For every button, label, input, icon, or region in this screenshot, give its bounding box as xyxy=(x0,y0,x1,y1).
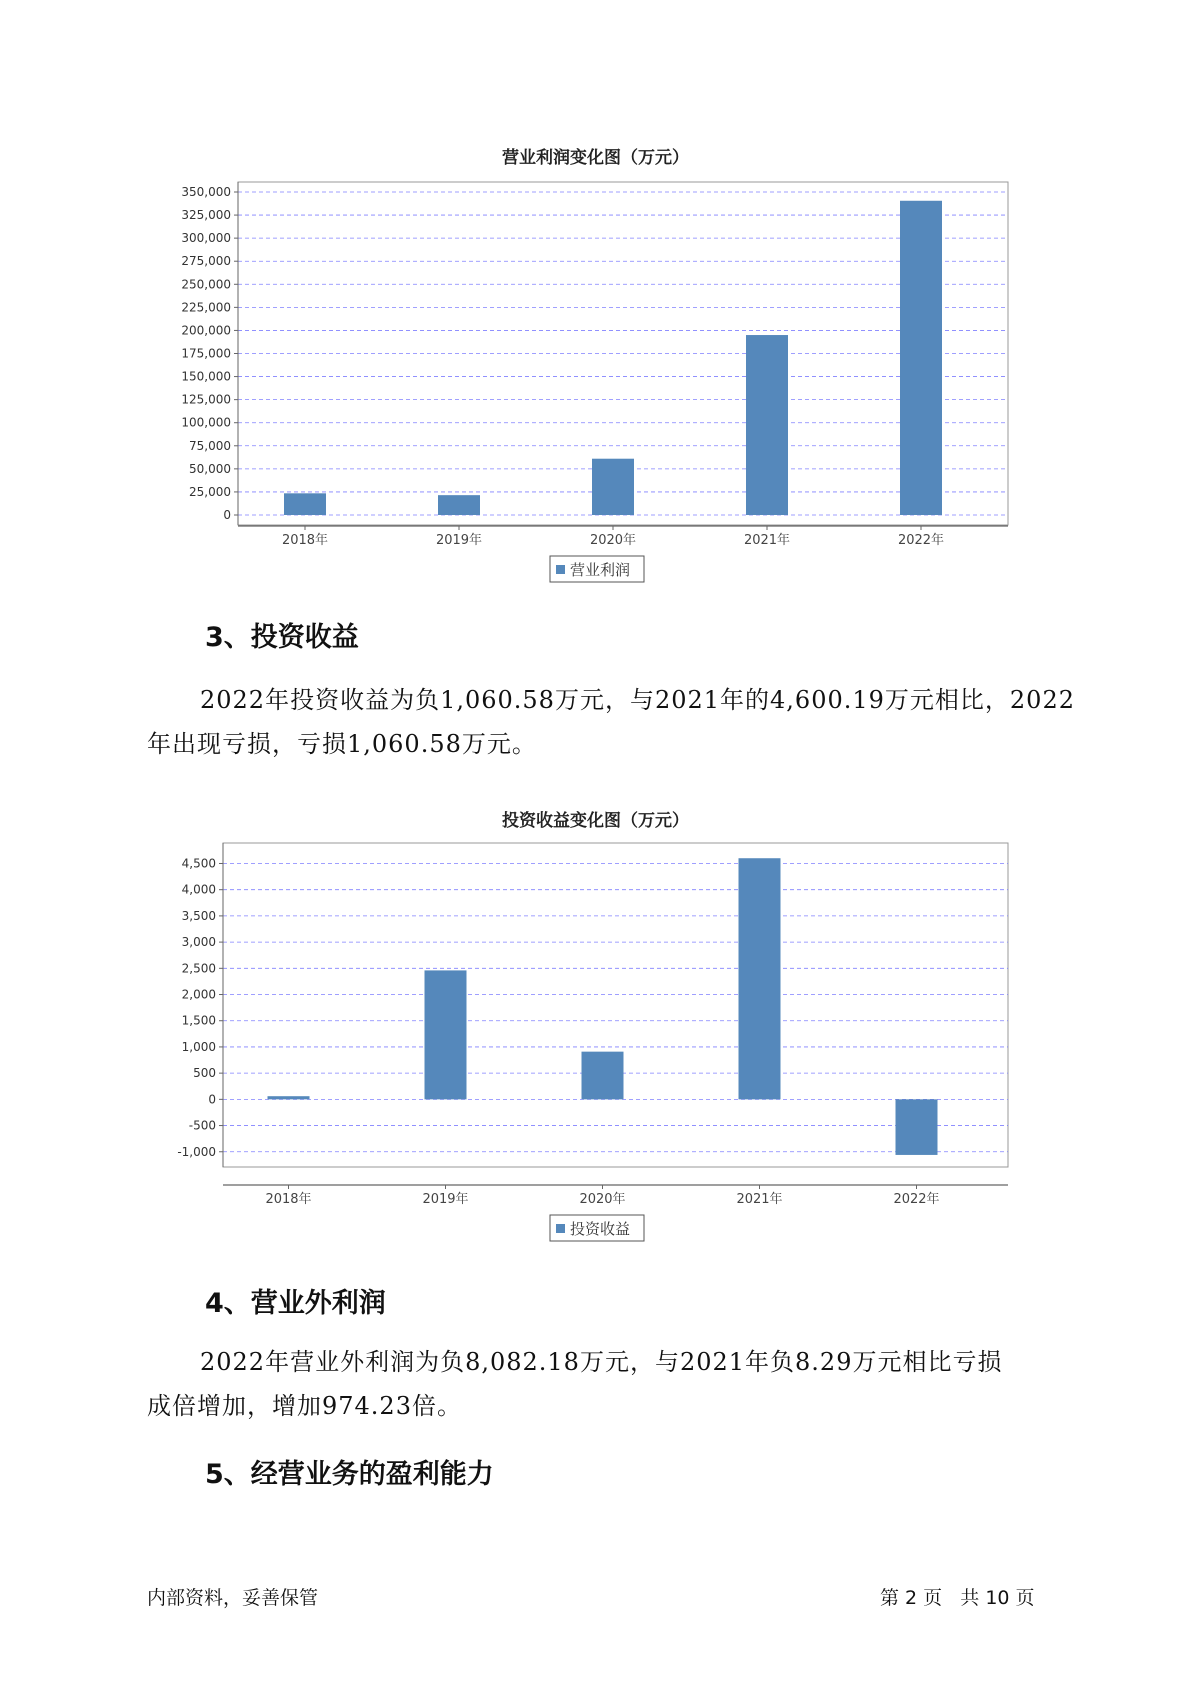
x-tick-label: 2022年 xyxy=(893,1192,940,1207)
y-tick-label: 150,000 xyxy=(181,369,231,384)
x-tick-label: 2020年 xyxy=(579,1192,626,1207)
y-tick-label: 2,500 xyxy=(181,961,216,976)
y-tick-label: 500 xyxy=(193,1066,216,1081)
y-tick-label: 200,000 xyxy=(181,323,231,338)
y-tick-label: 175,000 xyxy=(181,346,231,361)
x-tick-label: 2019年 xyxy=(435,533,483,548)
paragraph-non-operating-profit xyxy=(147,1340,1077,1428)
page-number: 第 2 页 共 10 页 xyxy=(880,1587,1035,1609)
footer-confidential-note: 内部资料，妥善保管 xyxy=(147,1587,319,1609)
bar-2019年 xyxy=(425,970,467,1099)
y-tick-label: 125,000 xyxy=(181,392,231,407)
y-tick-label: 3,000 xyxy=(181,935,216,950)
x-tick-label: 2018年 xyxy=(281,533,329,548)
paragraph-line: 年出现亏损，亏损1,060.58万元。 xyxy=(147,730,537,758)
y-tick-label: 250,000 xyxy=(181,277,231,292)
y-tick-label: 4,500 xyxy=(181,856,216,871)
section-heading-operating-profitability: 5、经营业务的盈利能力 xyxy=(205,1459,494,1490)
y-tick-label: 50,000 xyxy=(189,461,231,476)
paragraph-line: 2022年营业外利润为负8,082.18万元，与2021年负8.29万元相比亏损 xyxy=(200,1348,1003,1376)
bar-2020年 xyxy=(582,1052,624,1100)
y-tick-label: 300,000 xyxy=(181,231,231,246)
y-tick-label: 3,500 xyxy=(181,908,216,923)
y-tick-label: -1,000 xyxy=(177,1144,216,1159)
y-tick-label: 275,000 xyxy=(181,254,231,269)
y-tick-label: 1,500 xyxy=(181,1013,216,1028)
section-heading-investment-income: 3、投资收益 xyxy=(205,622,359,653)
x-tick-label: 2018年 xyxy=(265,1192,312,1207)
chart-title-investment-income: 投资收益变化图（万元） xyxy=(502,811,689,831)
bar-2021年 xyxy=(746,335,788,515)
paragraph-line: 2022年投资收益为负1,060.58万元，与2021年的4,600.19万元相比，2022 xyxy=(200,686,1075,714)
investment-income-chart xyxy=(0,823,1191,1253)
y-tick-label: 0 xyxy=(223,508,231,522)
y-tick-label: 75,000 xyxy=(189,438,231,453)
paragraph-investment-income xyxy=(147,678,1077,766)
x-tick-label: 2021年 xyxy=(736,1192,783,1207)
bar-2021年 xyxy=(739,858,781,1099)
bar-2018年 xyxy=(284,493,326,515)
paragraph-line: 成倍增加，增加974.23倍。 xyxy=(147,1392,462,1420)
legend-label: 投资收益 xyxy=(570,1220,631,1238)
bar-2019年 xyxy=(438,495,480,515)
x-tick-label: 2020年 xyxy=(589,533,637,548)
legend-swatch xyxy=(556,1224,565,1233)
y-tick-label: 325,000 xyxy=(181,208,231,223)
x-tick-label: 2021年 xyxy=(743,533,791,548)
section-heading-non-operating-profit: 4、营业外利润 xyxy=(205,1288,386,1319)
chart-title-operating-profit: 营业利润变化图（万元） xyxy=(502,148,689,168)
x-tick-label: 2022年 xyxy=(897,533,945,548)
bar-2018年 xyxy=(268,1096,310,1099)
y-tick-label: 100,000 xyxy=(181,415,231,430)
operating-profit-chart xyxy=(0,160,1191,590)
bar-2022年 xyxy=(896,1099,938,1155)
y-tick-label: 225,000 xyxy=(181,300,231,315)
legend-swatch xyxy=(556,565,565,574)
bar-2020年 xyxy=(592,459,634,515)
y-tick-label: 0 xyxy=(208,1092,216,1107)
y-tick-label: 25,000 xyxy=(189,484,231,499)
y-tick-label: -500 xyxy=(188,1118,216,1133)
plot-area xyxy=(223,843,1008,1167)
legend-label: 营业利润 xyxy=(570,561,631,579)
y-tick-label: 1,000 xyxy=(181,1039,216,1054)
x-tick-label: 2019年 xyxy=(422,1192,469,1207)
y-tick-label: 2,000 xyxy=(181,987,216,1002)
y-tick-label: 350,000 xyxy=(181,185,231,199)
y-tick-label: 4,000 xyxy=(181,882,216,897)
bar-2022年 xyxy=(900,201,942,515)
